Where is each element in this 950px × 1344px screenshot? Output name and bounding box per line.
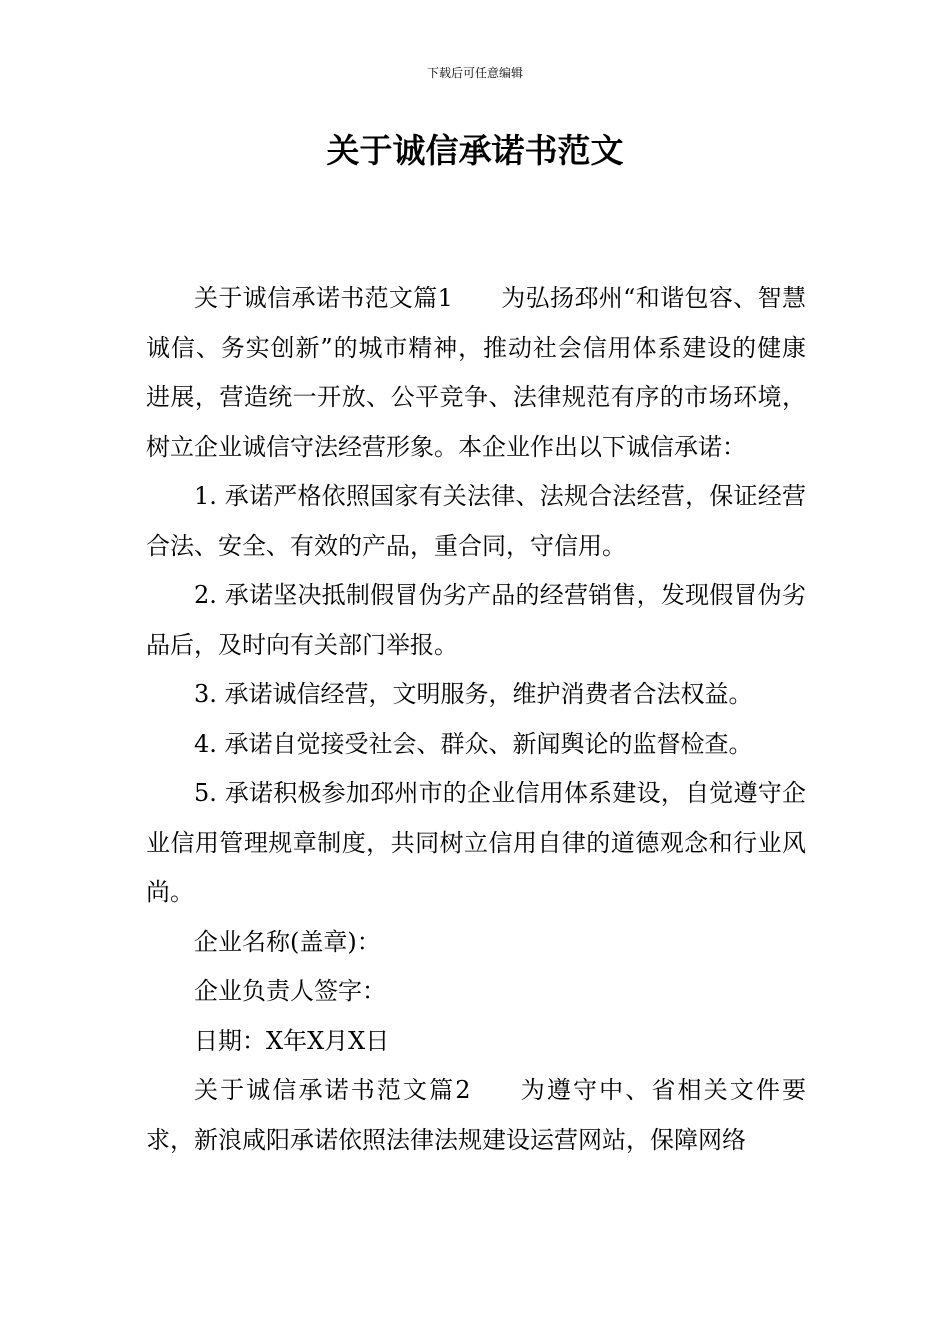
pledge-item-5 (146, 769, 806, 918)
pledge-item-1 (146, 472, 806, 571)
document-body (146, 274, 806, 1165)
paragraph-text: 为遵守中、省相关文件要求，新浪咸阳承诺依照法律法规建设运营网站，保障网络 (146, 1076, 807, 1154)
section-heading-2: 关于诚信承诺书范文篇2 (194, 1076, 471, 1104)
paragraph-text: 日期：X年X月X日 (194, 1026, 390, 1055)
company-name-line (146, 918, 806, 968)
pledge-item-4 (146, 720, 806, 770)
pledge-item-3 (146, 670, 806, 720)
paragraph-text: 2. 承诺坚决抵制假冒伪劣产品的经营销售，发现假冒伪劣品后，及时向有关部门举报。 (146, 581, 806, 659)
document-title: 关于诚信承诺书范文 (326, 131, 624, 170)
date-line (146, 1017, 806, 1067)
paragraph-text: 1. 承诺严格依照国家有关法律、法规合法经营，保证经营合法、安全、有效的产品，重合同，守信用。 (146, 482, 806, 560)
paragraph-text: 4. 承诺自觉接受社会、群众、新闻舆论的监督检查。 (194, 729, 753, 758)
paragraph-text: 3. 承诺诚信经营，文明服务，维护消费者合法权益。 (194, 680, 753, 708)
section-heading-1: 关于诚信承诺书范文篇1 (194, 284, 453, 312)
pledge-item-2 (146, 571, 806, 670)
header-note: 下载后可任意编辑 (426, 66, 523, 80)
paragraph-text: 企业负责人签字： (194, 977, 386, 1005)
paragraph-text: 为弘扬邳州“和谐包容、智慧诚信、务实创新”的城市精神，推动社会信用体系建设的健康进展，营造统一开放、公平竞争、法律规范有序的市场环境，树立企业诚信守法经营形象。本企业作出以下诚信承诺： (146, 284, 806, 461)
paragraph-text: 5. 承诺积极参加邳州市的企业信用体系建设，自觉遵守企业信用管理规章制度，共同树立信用自律的道德观念和行业风尚。 (146, 779, 806, 906)
paragraph-intro-1 (146, 274, 806, 472)
paragraph-intro-2 (146, 1066, 806, 1165)
paragraph-text: 企业名称(盖章)： (194, 927, 381, 956)
signature-line (146, 967, 806, 1017)
